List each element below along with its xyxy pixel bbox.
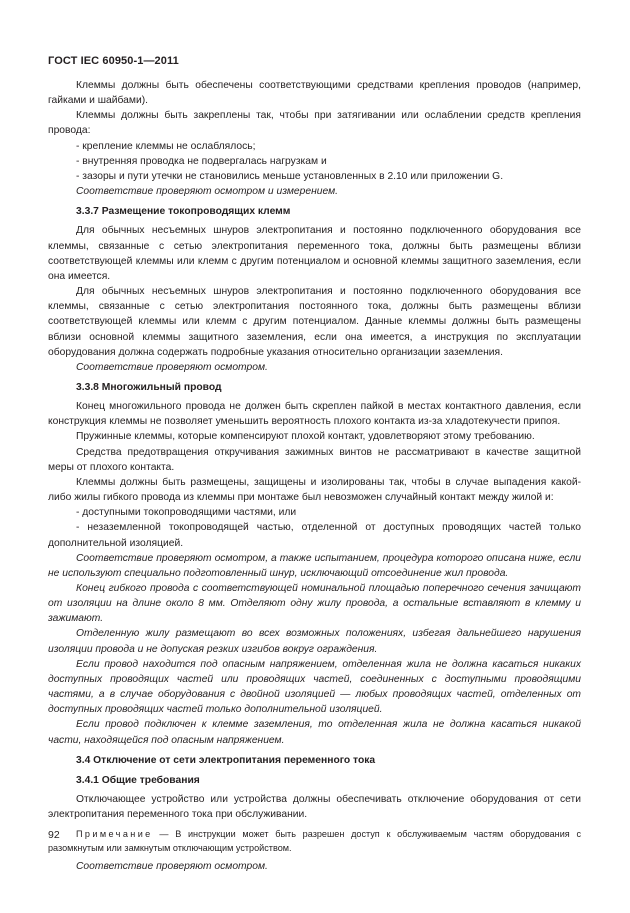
paragraph: Для обычных несъемных шнуров электропитания и постоянно подключенного оборудования все клеммы, связанные с сетью электропитания постоянного тока, должны быть размещены вблизи соответствующей клеммы или клемм с другим потенциалом. Данные клеммы должны быть размещены вблизи основной клеммы защитного заземления, если она имеется, а инструкция по эксплуатации оборудования должна содержать подробные указания относительно организации заземления. bbox=[48, 286, 581, 358]
paragraph: - незаземленной токопроводящей частью, отделенной от доступных проводящих частей только дополнительной изоляцией. bbox=[48, 522, 581, 549]
document-header: ГОСТ IEC 60950-1—2011 bbox=[48, 55, 179, 67]
paragraph: Конец многожильного провода не должен быть скреплен пайкой в местах контактного давления, если конструкция клеммы не позволяет уменьшить вероятность плохого контакта из-за хладотекучести припоя. bbox=[48, 401, 581, 428]
page-content bbox=[48, 78, 581, 875]
section-heading: 3.3.7 Размещение токопроводящих клемм bbox=[76, 206, 291, 218]
section-heading: 3.4.1 Общие требования bbox=[76, 774, 200, 786]
page-number: 92 bbox=[48, 829, 60, 841]
paragraph-list bbox=[48, 78, 581, 822]
paragraph: - зазоры и пути утечки не становились меньше установленных в 2.10 или приложении G. bbox=[76, 170, 504, 182]
note-text: — В инструкции может быть разрешен доступ к обслуживаемым частям оборудования с разомкнутым или замкнутым отключающим устройством. bbox=[48, 829, 581, 854]
paragraph: Клеммы должны быть размещены, защищены и изолированы так, чтобы в случае выпадения какой-либо жилы гибкого провода из клеммы при монтаже был невозможен случайный контакт между жилой и: bbox=[48, 476, 581, 504]
section-heading: 3.4 Отключение от сети электропитания переменного тока bbox=[76, 754, 376, 766]
paragraph: Пружинные клеммы, которые компенсируют плохой контакт, удовлетворяют этому требованию. bbox=[76, 431, 535, 443]
paragraph: Для обычных несъемных шнуров электропитания и постоянно подключенного оборудования все клеммы, связанные с сетью электропитания переменного тока, должны быть размещены вблизи соответствующей клеммы или клемм с другим потенциалом и основной клеммы защитного заземления, если она имеется. bbox=[48, 225, 581, 282]
final-paragraph: Соответствие проверяют осмотром. bbox=[76, 861, 268, 873]
paragraph: Соответствие проверяют осмотром. bbox=[76, 361, 268, 373]
note-paragraph bbox=[48, 827, 581, 855]
paragraph: - внутренняя проводка не подвергалась нагрузкам и bbox=[76, 155, 327, 167]
paragraph: Средства предотвращения откручивания зажимных винтов не рассматривают в качестве защитной меры от плохого контакта. bbox=[48, 446, 581, 473]
paragraph: Отключающее устройство или устройства должны обеспечивать отключение оборудования от сети электропитания переменного тока при обслуживании. bbox=[48, 794, 581, 821]
paragraph: - крепление клеммы не ослаблялось; bbox=[76, 140, 256, 152]
section-heading: 3.3.8 Многожильный провод bbox=[76, 381, 222, 393]
paragraph: Если провод подключен к клемме заземления, то отделенная жила не должна касаться никакой части, находящейся под опасным напряжением. bbox=[48, 719, 581, 746]
paragraph: Соответствие проверяют осмотром и измерением. bbox=[76, 186, 339, 198]
paragraph: Если провод находится под опасным напряжением, отделенная жила не должна касаться никаких доступных проводящих частей или проводящих частей, соединенных с доступными проводящими частями, а в случае оборудования с двойной изоляцией — любых проводящих частей, отделенных от доступных проводящих частей только дополнительной изоляцией. bbox=[48, 658, 581, 716]
paragraph: Конец гибкого провода с соответствующей номинальной площадью поперечного сечения зачищают от изоляции на длине около 8 мм. Отделяют одну жилу провода, а остальные вставляют в клемму и зажимают. bbox=[48, 583, 581, 625]
paragraph: Соответствие проверяют осмотром, а также испытанием, процедура которого описана ниже, если не используют специально подготовленный шнур, исключающий отсоединение жил провода. bbox=[48, 552, 581, 579]
paragraph: Клеммы должны быть обеспечены соответствующими средствами крепления проводов (например, гайками и шайбами). bbox=[48, 80, 581, 107]
note-label: Примечание bbox=[76, 829, 153, 840]
paragraph: Клеммы должны быть закреплены так, чтобы при затягивании или ослаблении средств крепления провода: bbox=[48, 110, 581, 137]
paragraph: Отделенную жилу размещают во всех возможных положениях, избегая дальнейшего нарушения изоляции провода и не допуская резких изгибов вокруг ограждения. bbox=[48, 628, 581, 655]
paragraph: - доступными токопроводящими частями, или bbox=[76, 507, 297, 519]
